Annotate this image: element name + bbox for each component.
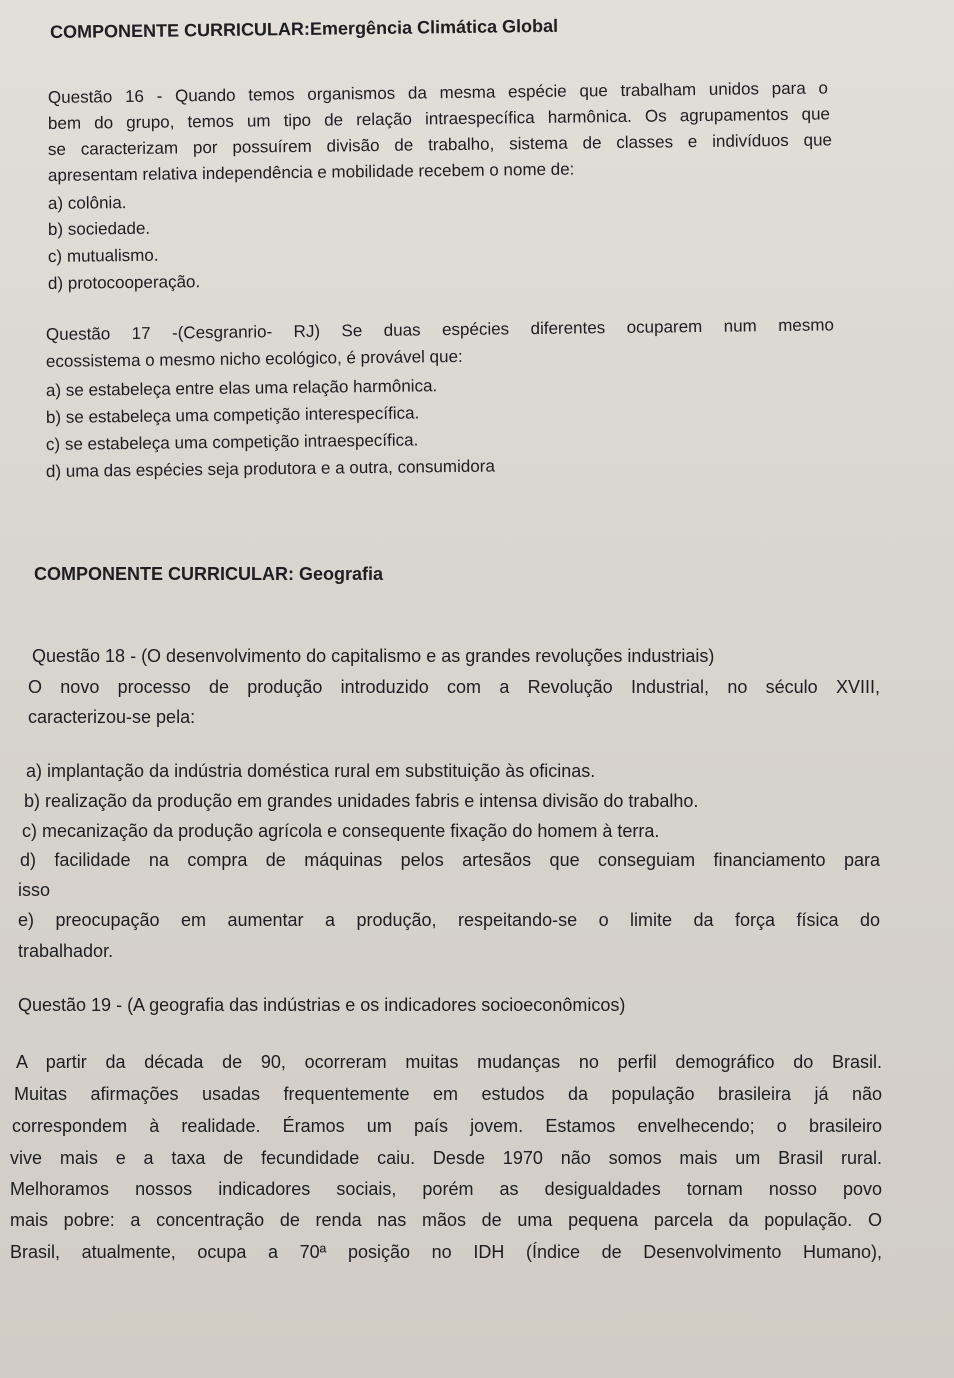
question-text-line: mais pobre: a concentração de renda nas mãos de uma pequena parcela da população. O (10, 1210, 882, 1230)
question-text-line: vive mais e a taxa de fecundidade caiu. Desde 1970 não somos mais um Brasil rural. (10, 1148, 882, 1168)
answer-option: a) colônia. (47, 193, 127, 213)
answer-option: b) realização da produção em grandes unidades fabris e intensa divisão do trabalho. (24, 791, 699, 811)
answer-option: c) mecanização da produção agrícola e consequente fixação do homem à terra. (22, 821, 660, 841)
answer-option: c) mutualismo. (47, 245, 159, 266)
question-text-line: ecossistema o mesmo nicho ecológico, é provável que: (45, 346, 463, 371)
question-text-line: O novo processo de produção introduzido com a Revolução Industrial, no século XVIII, (28, 677, 880, 697)
answer-option: a) se estabeleça entre elas uma relação harmônica. (45, 376, 438, 400)
answer-option: d) facilidade na compra de máquinas pelos artesãos que conseguiam financiamento para (20, 850, 880, 870)
question-text-line: Questão 18 - (O desenvolvimento do capitalismo e as grandes revoluções industriais) (32, 646, 715, 666)
answer-option: c) se estabeleça uma competição intraespecífica. (45, 430, 419, 454)
answer-option: trabalhador. (18, 941, 114, 961)
answer-option: d) protocooperação. (47, 272, 201, 293)
section-heading: COMPONENTE CURRICULAR: Geografia (34, 564, 384, 584)
answer-option: e) preocupação em aumentar a produção, respeitando-se o limite da força física do (18, 910, 880, 930)
question-text-line: Questão 16 - Quando temos organismos da mesma espécie que trabalham unidos para o (47, 78, 829, 107)
question-text-line: Muitas afirmações usadas frequentemente em estudos da população brasileira já não (14, 1084, 882, 1104)
answer-option: d) uma das espécies seja produtora e a outra, consumidora (45, 456, 495, 481)
question-text-line: Melhoramos nossos indicadores sociais, porém as desigualdades tornam nosso povo (10, 1179, 882, 1199)
answer-option: b) sociedade. (47, 218, 151, 239)
question-text-line: bem do grupo, temos um tipo de relação intraespecífica harmônica. Os agrupamentos que (47, 104, 831, 133)
answer-option: isso (18, 880, 51, 900)
question-text-line: Brasil, atualmente, ocupa a 70ª posição no IDH (Índice de Desenvolvimento Humano), (10, 1242, 882, 1262)
question-text-line: correspondem à realidade. Éramos um país jovem. Estamos envelhecendo; o brasileiro (12, 1116, 882, 1136)
question-text-line: caracterizou-se pela: (28, 707, 196, 727)
section-heading: COMPONENTE CURRICULAR:Emergência Climática Global (49, 15, 559, 42)
answer-option: a) implantação da indústria doméstica rural em substituição às oficinas. (26, 761, 596, 781)
question-text-line: Questão 17 -(Cesgranrio- RJ) Se duas espécies diferentes ocuparem num mesmo (45, 315, 835, 344)
question-text-line: se caracterizam por possuírem divisão de trabalho, sistema de classes e indivíduos que (47, 130, 833, 159)
question-text-line: A partir da década de 90, ocorreram muitas mudanças no perfil demográfico do Brasil. (16, 1052, 882, 1072)
question-title: Questão 19 - (A geografia das indústrias e os indicadores socioeconômicos) (18, 995, 626, 1015)
answer-option: b) se estabeleça uma competição interespecífica. (45, 403, 420, 427)
question-text-line: apresentam relativa independência e mobilidade recebem o nome de: (47, 159, 575, 185)
